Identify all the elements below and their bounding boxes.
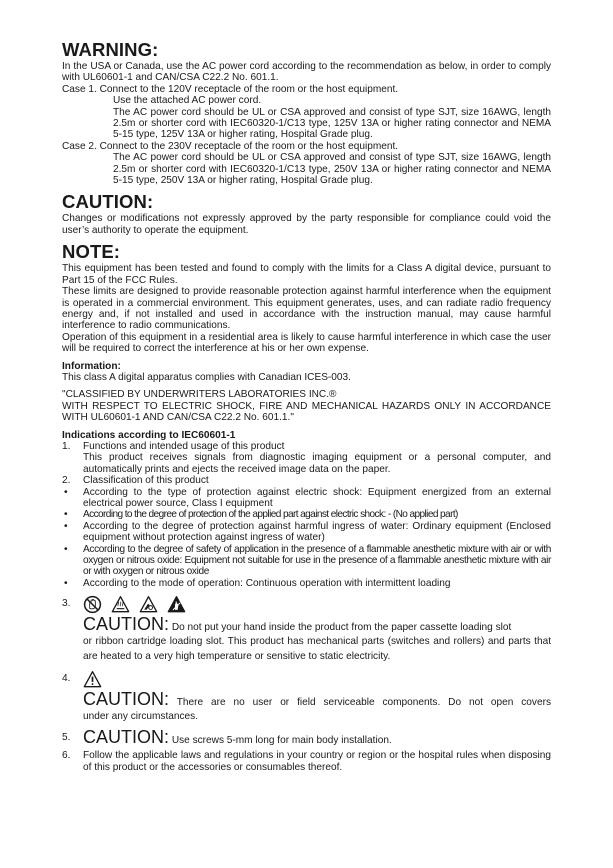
list-item: 3. xyxy=(62,594,551,614)
item5-caution-label: CAUTION: xyxy=(83,727,170,748)
note-p1: This equipment has been tested and found to comply with the limits for a Class A digital device, pursuant to Part 15 of the FCC Rules. xyxy=(62,263,551,286)
item4-caution-label: CAUTION: xyxy=(83,689,170,710)
list-item: 1. Functions and intended usage of this product xyxy=(62,440,285,452)
list-item: 2. Classification of this product xyxy=(62,475,209,487)
case1-title: Case 1. Connect to the 120V receptacle of the room or the host equipment. xyxy=(62,83,399,95)
warning-intro: In the USA or Canada, use the AC power cord according to the recommendation as below, in order to comply with UL60601-1 and CAN/CSA C22.2 No. 601.1. xyxy=(62,61,551,84)
information-heading: Information: xyxy=(62,360,121,372)
item4-text-first: There are no user or field serviceable components. Do not open covers xyxy=(176,697,551,709)
list-item: • According to the mode of operation: Continuous operation with intermittent loading xyxy=(64,577,451,589)
case1-text: The AC power cord should be UL or CSA approved and consist of type SJT, size 16AWG, length 2.5m or shorter cord with IEC60320-1/C13 type, 125V 13A or higher rating connector and NEMA 5-15 type, 125V 13A or higher rating, Hospital Grade plug. xyxy=(113,106,551,141)
item4-text-rest: under any circumstances. xyxy=(83,711,199,723)
iec-heading: Indications according to IEC60601-1 xyxy=(62,429,236,441)
item3-caution-label: CAUTION: xyxy=(83,614,170,635)
item1-text: This product receives signals from diagnostic imaging equipment or a personal computer, and automatically prints and ejects the received image data on the paper. xyxy=(83,452,551,475)
classified-line1: "CLASSIFIED BY UNDERWRITERS LABORATORIES INC.® xyxy=(62,389,337,401)
note-heading: NOTE: xyxy=(62,241,121,263)
esd-icon xyxy=(167,595,186,614)
no-hand-icon xyxy=(83,595,102,614)
case2-title: Case 2. Connect to the 230V receptacle of the room or the host equipment. xyxy=(62,140,399,152)
warning-heading: WARNING: xyxy=(62,39,159,60)
list-item: • According to the type of protection against electric shock: Equipment energized from an external electrical power source, Class I equipment xyxy=(64,486,551,509)
list-item: • According to the degree of protection against harmful ingress of water: Ordinary equipment (Enclosed equipment without protection against ingress of water) xyxy=(64,520,551,544)
caution-text: Changes or modifications not expressly approved by the party responsible for compliance could void the user’s authority to operate the equipment. xyxy=(62,213,551,236)
classified-line2: WITH RESPECT TO ELECTRIC SHOCK, FIRE AND MECHANICAL HAZARDS ONLY IN ACCORDANCE WITH UL60601-1 AND CAN/CSA C22.2 No. 601.1." xyxy=(62,400,551,424)
item3-text-first: Do not put your hand inside the product from the paper cassette loading slot xyxy=(171,622,512,634)
information-text: This class A digital apparatus complies with Canadian ICES-003. xyxy=(62,371,351,383)
item3-text-rest: or ribbon cartridge loading slot. This product has mechanical parts (switches and rollers) and parts that are heated to a very high temperature or sensitive to static electricity. xyxy=(83,636,551,663)
list-item: 5. CAUTION: Use screws 5-mm long for main body installation. xyxy=(62,727,392,748)
item3-caution xyxy=(83,614,551,634)
case2-text: The AC power cord should be UL or CSA approved and consist of type SJT, size 16AWG, length 2.5m or shorter cord with IEC60320-1/C13 type, 250V 13A or higher rating connector and NEMA 5-15 type, 250V 13A or higher rating, Hospital Grade plug. xyxy=(113,152,551,187)
item5-text: Use screws 5-mm long for main body installation. xyxy=(171,735,392,747)
case1-sub: Use the attached AC power cord. xyxy=(113,95,262,107)
list-item: • According to the degree of protection of the applied part against electric shock: - (No applied part) xyxy=(64,509,458,521)
hot-surface-icon xyxy=(111,595,130,614)
item4-caution xyxy=(83,689,551,709)
safety-icons xyxy=(83,594,186,614)
list-item: • According to the degree of safety of application in the presence of a flammable anesthetic mixture with air or with oxygen or nitrous oxide: Equipment not suitable for use in the presence of a flammable anesthetic mixture with air or with oxygen or nitrous oxide xyxy=(64,543,551,578)
list-item: 6. Follow the applicable laws and regulations in your country or region or the hospital rules when disposing of this product or the accessories or consumables thereof. xyxy=(62,750,551,773)
pinch-hazard-icon xyxy=(139,595,158,614)
warning-triangle-icon xyxy=(83,670,102,689)
caution-heading: CAUTION: xyxy=(62,191,154,213)
item6-text: Follow the applicable laws and regulations in your country or region or the hospital rules when disposing of this product or the accessories or consumables thereof. xyxy=(83,750,551,773)
safety-icons-4 xyxy=(83,669,102,689)
note-p2: These limits are designed to provide reasonable protection against harmful interference when the equipment is operated in a commercial environment. This equipment generates, uses, and can radiate radio frequency energy and, if not installed and used in accordance with the instruction manual, may cause harmful interference to radio communications. xyxy=(62,286,551,332)
note-p3: Operation of this equipment in a residential area is likely to cause harmful interference in which case the user will be required to correct the interference at his or her own expense. xyxy=(62,331,551,355)
list-item: 4. xyxy=(62,669,551,689)
